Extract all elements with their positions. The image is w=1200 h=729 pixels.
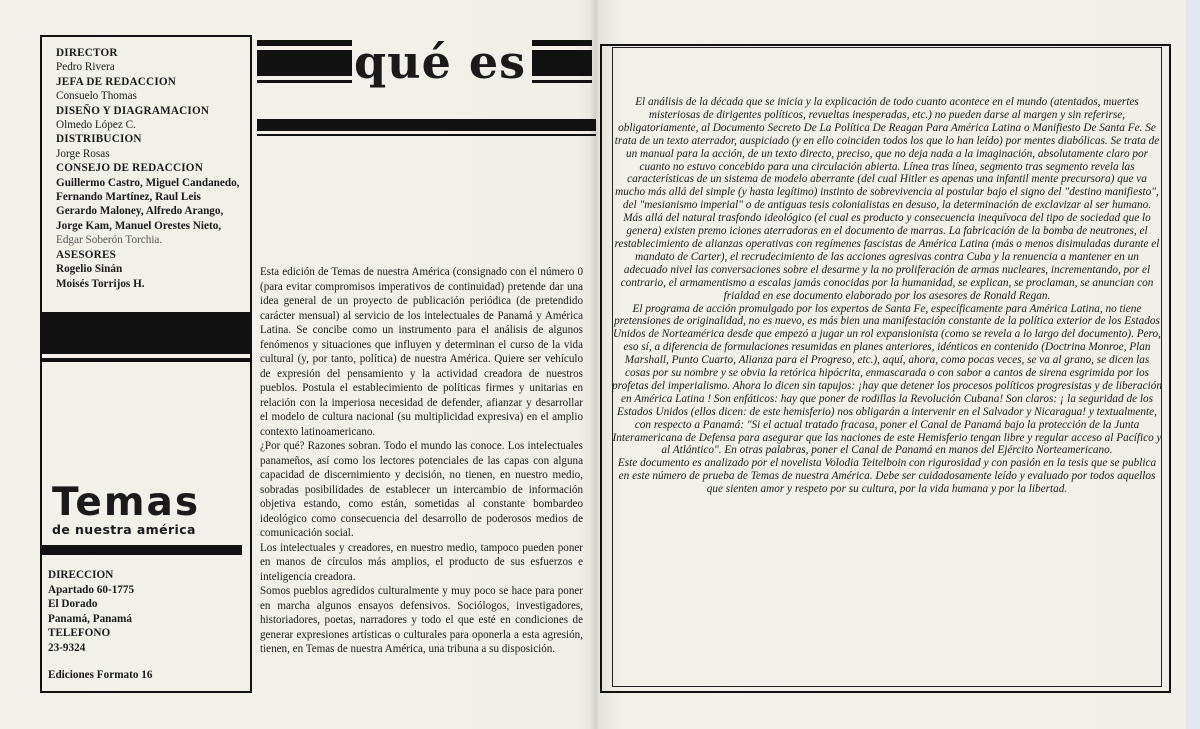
page-edge xyxy=(1186,0,1200,729)
staff-name: Rogelio Sinán xyxy=(56,263,123,276)
staff-name: Moisés Torrijos H. xyxy=(56,277,145,290)
page-fold xyxy=(590,0,600,729)
staff-name: Olmedo López C. xyxy=(56,119,136,132)
rule-line xyxy=(257,134,596,136)
staff-name: Edgar Soberón Torchia. xyxy=(56,234,163,247)
staff-name: Jorge Rosas xyxy=(56,147,110,160)
edition-label: Ediciones Formato 16 xyxy=(48,669,153,681)
staff-role: CONSEJO DE REDACCION xyxy=(56,162,203,175)
paragraph: Los intelectuales y creadores, en nuestro medio, tampoco pueden poner en manos de círculos más amplios, el producto de sus esfuerzos e inteligencia creadora. xyxy=(260,541,583,583)
paragraph: Más allá del natural trasfondo ideológico (el cual es producto y consecuencia inequívoca del tipo de sociedad que lo genera) existen premo iciones aterradoras en el documento de marras. La fabricación de la bomba de neutrones, el restablecimiento de alianzas operativas con regímenes fascistas de América Latina (más o menos disimuladas durante el mandato de Carter), el recrudecimiento de las acciones agresivas contra Cuba y la renuencia a mantener en un adecuado nivel las conversaciones sobre el desarme y la no proliferación de armas nucleares, incrementando, por el contrario, el armamentismo a escalas jamás conocidas por la humanidad, se explican, se proclaman, se anuncian con frialdad en ese documento elaborado por los asesores de Ronald Regan. xyxy=(614,212,1160,302)
staff-name: Jorge Kam, Manuel Orestes Nieto, xyxy=(56,219,222,232)
staff-role: JEFA DE REDACCION xyxy=(56,75,177,88)
paragraph: Somos pueblos agredidos culturalmente y muy poco se hace para poner en marcha algunos ensayos defensivos. Sociólogos, investigadores, historiadores, poetas, narradores y todo el que esté en condiciones de generar expresiones artísticas o culturales para oponerla a esta agresión, tienen, en Temas de nuestra América, una tribuna a su disposición. xyxy=(260,585,583,655)
essay-text xyxy=(612,96,1162,496)
rule-line xyxy=(257,119,596,131)
page-title: qué es xyxy=(354,35,527,89)
phone-number: 23-9324 xyxy=(48,641,86,654)
paragraph: El análisis de la década que se inicia y la explicación de todo cuanto acontece en el mundo (atentados, muertes misteriosas de dirigentes políticos, revueltas inesperadas, etc.) no pueden darse al margen y sin referirse, obligatoriamente, al Documento Secreto De La Política De Reagan Para América Latina o Manifiesto De Santa Fe. Se trata de un texto aterrador, auspiciado (y en ello coinciden todos los que lo han leído) por mentes diabólicas. Se trata de un manual para la acción, de un texto directo, preciso, que no deja nada a la imaginación, absolutamente claro por cuanto no estuvo concebido para una circulación abierta. Línea tras línea, segmento tras segmento revela las características de un sistema de modelo aberrante (del cual Hitler es apenas una infantil mente precursora) que va mucho más allá del simple (y hasta legítimo) instinto de sobrevivencia al postular bajo el signo del "destino manifiesto", del "mesianismo imperial" o de antiguas tesis colonialistas en desuso, la determinación de exclavizar al ser humano. xyxy=(614,96,1160,212)
contact-info xyxy=(48,568,238,656)
black-bar xyxy=(40,312,252,354)
title-bar xyxy=(532,50,592,76)
staff-role: DIRECTOR xyxy=(56,47,118,59)
staff-name: Consuelo Thomas xyxy=(56,90,137,103)
title-bar xyxy=(257,40,352,46)
contact-city: El Dorado xyxy=(48,598,98,611)
title-bar xyxy=(532,80,592,83)
rule-line xyxy=(40,358,252,362)
staff-name: Fernando Martínez, Raul Leis xyxy=(56,191,201,204)
paragraph: Este documento es analizado por el novelista Volodia Teitelboin con rigurosidad y con pasión en la tesis que se publica en este número de prueba de Temas de nuestra América. Debe ser cuidadosamente leído y evaluado por todos aquellos que sienten amor y respeto por su cultura, por la vida humana y por la libertad. xyxy=(617,457,1157,496)
title-bar xyxy=(257,50,352,76)
contact-country: Panamá, Panamá xyxy=(48,612,132,625)
contact-address: Apartado 60-1775 xyxy=(48,583,135,596)
contact-heading: DIRECCION xyxy=(48,569,114,581)
paragraph: El programa de acción promulgado por los expertos de Santa Fe, específicamente para América Latina, no tiene pretensiones de originalidad, no es nuevo, es más bien una manifestación constante de la política exterior de los Estados Unidos de Norteamérica desde que empezó a jugar un rol expansionista (como se revela a lo largo del documento). Pero, eso sí, a diferencia de formulaciones resumidas en planes anteriores, idénticos en contenido (Doctrina Monroe, Plan Marshall, Punto Cuarto, Alianza para el Progreso, etc.), aquí, ahora, como pocas veces, se va al grano, se dicen las cosas por su nombre y se obvia la retórica hipócrita, enmascarada o con sabor a cantos de sirena esgrimida por los profetas del imperialismo. Ahora lo dicen sin tapujos: ¡hay que detener los procesos políticos progresistas y de liberación en América Latina ! Son enfáticos: hay que poner de rodillas la Revolución Cubana! Son claros: ¡ la seguridad de los Estados Unidos (ellos dicen: de este hemisferio) nos obligarán a intervenir en el Salvador y Nicaragua! y textualmente, con respecto a Panamá: "Si el actual tratado fracasa, poner el Canal de Panamá bajo la protección de la Junta Interamericana de Defensa para asegurar que las naciones de este Hemisferio tengan libre y regular acceso al Pacífico y al Atlántico". En otras palabras, poner el Canal de Panamá en manos del Ejército Norteamericano. xyxy=(612,302,1162,457)
staff-credits xyxy=(56,46,246,291)
staff-name: Gerardo Maloney, Alfredo Arango, xyxy=(56,205,224,218)
staff-role: DISEÑO Y DIAGRAMACION xyxy=(56,104,210,117)
title-bar xyxy=(532,40,592,46)
logo-subtitle: de nuestra américa xyxy=(52,522,196,537)
title-bar xyxy=(257,80,352,83)
staff-role: ASESORES xyxy=(56,248,117,261)
paragraph: Esta edición de Temas de nuestra América (consignado con el número 0 (para evitar compromisos imperativos de continuidad) pretende dar una idea general de un proyecto de publicación periódica (de pretendido carácter mensual) al servicio de los intelectuales de Panamá y América Latina. Se concibe como un instrumento para el análisis de algunos fenómenos y situaciones que influyen y determinan el curso de la vida cultural (y, por tanto, política) de nuestra América. Quiere ser vehículo de expresión del pensamiento y la actividad creadora de nuestros pueblos. Postula el establecimiento de políticas firmes y unitarias en relación con la imperiosa necesidad de defender, afianzar y desarrollar el modelo de cultura nacional (su multiplicidad expresiva) en el amplio contexto latinoamericano. xyxy=(260,266,583,438)
staff-name: Pedro Rivera xyxy=(56,61,115,74)
staff-name: Guillermo Castro, Miguel Candanedo, xyxy=(56,176,240,189)
phone-label: TELEFONO xyxy=(48,627,111,640)
rule-line xyxy=(40,545,242,555)
staff-role: DISTRIBUCION xyxy=(56,133,142,146)
paragraph: ¿Por qué? Razones sobran. Todo el mundo las conoce. Los intelectuales panameños, así como los lectores potenciales de las capas con alguna capacidad de discernimiento y decisión, no tienen, en nuestro medio, sobradas posibilidades de establecer un intercambio de información objetiva estando, como están, sometidas al constante bombardeo ideológico como consecuencia del desarrollo de poderosos medios de comunicación social. xyxy=(260,440,583,539)
logo-title: Temas xyxy=(52,480,201,525)
editorial-text xyxy=(260,265,583,657)
magazine-logo xyxy=(52,480,242,537)
